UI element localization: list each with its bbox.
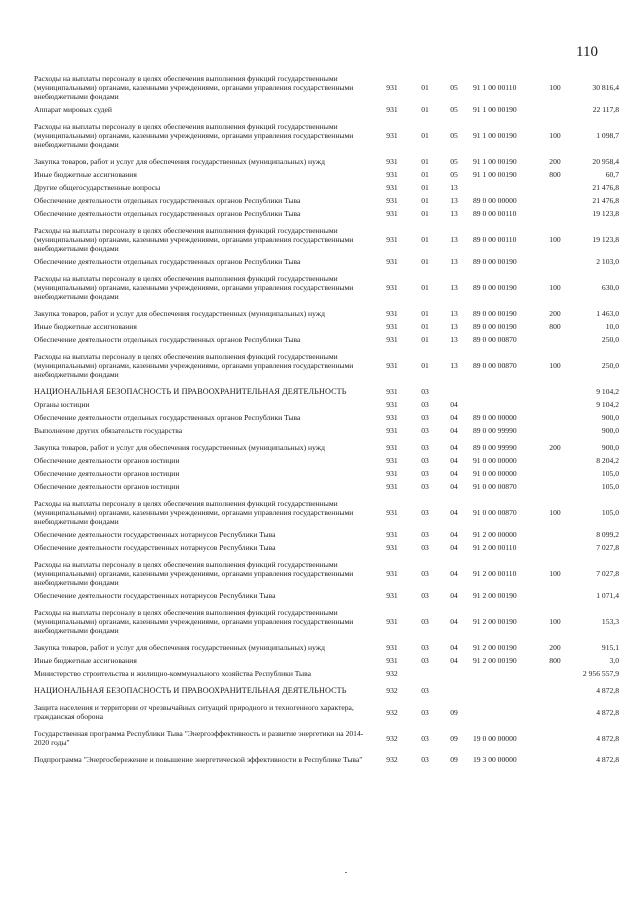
- row-article-code: 91 2 00 00190: [473, 643, 517, 652]
- row-amount: 1 463,0: [596, 309, 619, 318]
- row-expense-type: [539, 697, 571, 723]
- row-amount: 9 104,2: [596, 400, 619, 409]
- row-amount: 2 956 557,9: [582, 669, 619, 678]
- row-article-code: 91 1 00 00190: [473, 105, 517, 114]
- row-expense-type: 800: [549, 656, 561, 665]
- row-subsection-code: [439, 381, 469, 398]
- table-row: [34, 168, 619, 181]
- row-section-code: 01: [421, 335, 429, 344]
- row-name: Подпрограмма "Энергосбережение и повышение энергетической эффективности в Республике Тыва": [34, 755, 363, 764]
- row-amount: 7 027,8: [596, 543, 619, 552]
- row-article-code: 89 0 00 00190: [473, 322, 517, 331]
- row-subsection-code: 05: [450, 83, 458, 92]
- row-article-code: 89 0 00 00000: [473, 196, 517, 205]
- row-expense-type: 200: [549, 443, 561, 452]
- row-name: Расходы на выплаты персоналу в целях обеспечения выполнения функций государственными (муниципальными) органами, казенными учреждениями, органами управления государственными внебюджетными фондами: [34, 499, 354, 526]
- row-article-code: [469, 398, 539, 411]
- row-section-code: 01: [421, 170, 429, 179]
- row-name: Расходы на выплаты персоналу в целях обеспечения выполнения функций государственными (муниципальными) органами, казенными учреждениями, органами управления государственными внебюджетными фондами: [34, 122, 354, 149]
- row-dept-code: 931: [386, 443, 398, 452]
- row-article-code: 91 0 00 00870: [473, 482, 517, 491]
- row-article-code: 89 0 00 00110: [473, 235, 517, 244]
- row-subsection-code: 04: [450, 543, 458, 552]
- row-name: Обеспечение деятельности государственных нотариусов Республики Тыва: [34, 530, 276, 539]
- row-section-code: 03: [421, 426, 429, 435]
- row-amount: 2 103,0: [596, 257, 619, 266]
- row-expense-type: 200: [549, 643, 561, 652]
- row-dept-code: 931: [386, 643, 398, 652]
- section-header-row: [34, 680, 619, 697]
- row-dept-code: 931: [386, 400, 398, 409]
- row-name: Обеспечение деятельности органов юстиции: [34, 482, 180, 491]
- row-subsection-code: 04: [450, 469, 458, 478]
- row-article-code: 91 2 00 00190: [473, 656, 517, 665]
- row-article-code: 89 0 00 99990: [473, 443, 517, 452]
- row-expense-type: 100: [549, 617, 561, 626]
- row-expense-type: [539, 207, 571, 220]
- table-row: [34, 103, 619, 116]
- row-subsection-code: 09: [450, 755, 458, 764]
- row-section-code: 03: [421, 733, 429, 743]
- row-dept-code: 931: [386, 426, 398, 435]
- row-article-code: 89 0 00 00000: [473, 413, 517, 422]
- row-subsection-code: [439, 680, 469, 697]
- row-subsection-code: 04: [450, 656, 458, 665]
- row-name: Обеспечение деятельности отдельных государственных органов Республики Тыва: [34, 335, 301, 344]
- row-section-code: 01: [421, 83, 429, 92]
- row-section-code: 01: [421, 309, 429, 318]
- row-article-code: 91 1 00 00190: [473, 170, 517, 179]
- row-name: Обеспечение деятельности государственных нотариусов Республики Тыва: [34, 591, 276, 600]
- table-row: [34, 454, 619, 467]
- row-dept-code: 932: [386, 669, 398, 678]
- row-dept-code: 931: [386, 469, 398, 478]
- row-amount: 30 816,4: [592, 83, 619, 92]
- row-name: Другие общегосударственные вопросы: [34, 183, 161, 192]
- row-dept-code: 932: [386, 707, 398, 717]
- row-dept-code: 931: [386, 322, 398, 331]
- row-name: Выполнение других обязательств государства: [34, 426, 183, 435]
- row-article-code: 89 0 00 00190: [473, 283, 517, 292]
- row-amount: 8 099,2: [596, 530, 619, 539]
- row-amount: 3,0: [609, 656, 619, 665]
- row-dept-code: 931: [386, 209, 398, 218]
- row-section-code: 03: [421, 543, 429, 552]
- row-section-code: 01: [421, 196, 429, 205]
- section-header-row: [34, 381, 619, 398]
- row-name: Органы юстиции: [34, 400, 90, 409]
- row-name: Расходы на выплаты персоналу в целях обеспечения выполнения функций государственными (муниципальными) органами, казенными учреждениями, органами управления государственными внебюджетными фондами: [34, 352, 354, 379]
- row-name: Защита населения и территории от чрезвычайных ситуаций природного и техногенного характера, гражданская оборона: [34, 703, 354, 721]
- table-row: [34, 654, 619, 667]
- row-amount: 1 098,7: [596, 131, 619, 140]
- budget-table-body: [34, 68, 619, 766]
- row-subsection-code: 04: [450, 426, 458, 435]
- row-section-code: 03: [421, 686, 429, 695]
- row-name: Обеспечение деятельности отдельных государственных органов Республики Тыва: [34, 196, 301, 205]
- row-amount: 8 204,2: [596, 456, 619, 465]
- row-name: Аппарат мировых судей: [34, 105, 112, 114]
- row-name: Обеспечение деятельности органов юстиции: [34, 469, 180, 478]
- row-name: Расходы на выплаты персоналу в целях обеспечения выполнения функций государственными (муниципальными) органами, казенными учреждениями, органами управления государственными внебюджетными фондами: [34, 74, 354, 101]
- row-article-code: [469, 680, 539, 697]
- row-article-code: 91 2 00 00110: [473, 569, 517, 578]
- row-article-code: 89 0 00 00870: [473, 361, 517, 370]
- table-row: [34, 667, 619, 680]
- table-row: [34, 697, 619, 723]
- row-subsection-code: 04: [450, 456, 458, 465]
- row-subsection-code: 04: [450, 482, 458, 491]
- row-expense-type: [539, 398, 571, 411]
- row-subsection-code: 04: [450, 443, 458, 452]
- row-name: Обеспечение деятельности органов юстиции: [34, 456, 180, 465]
- table-row: [34, 541, 619, 554]
- table-row: [34, 749, 619, 766]
- table-row: [34, 467, 619, 480]
- row-section-code: 01: [421, 283, 429, 292]
- table-row: [34, 437, 619, 454]
- row-dept-code: 931: [386, 591, 398, 600]
- row-section-code: 01: [421, 105, 429, 114]
- row-amount: 10,0: [605, 322, 619, 331]
- row-article-code: 89 0 00 00110: [473, 209, 517, 218]
- row-amount: 900,0: [601, 413, 619, 422]
- row-expense-type: [539, 255, 571, 268]
- page-number: 110: [576, 44, 598, 60]
- row-subsection-code: 13: [450, 361, 458, 370]
- row-article-code: 91 2 00 00190: [473, 617, 517, 626]
- row-name: Иные бюджетные ассигнования: [34, 656, 137, 665]
- row-dept-code: 931: [386, 413, 398, 422]
- row-name: Обеспечение деятельности отдельных государственных органов Республики Тыва: [34, 413, 301, 422]
- row-name: Иные бюджетные ассигнования: [34, 170, 137, 179]
- table-row: [34, 320, 619, 333]
- row-subsection-code: 13: [450, 196, 458, 205]
- row-article-code: 19 3 00 00000: [473, 755, 517, 764]
- row-name: Обеспечение деятельности отдельных государственных органов Республики Тыва: [34, 257, 301, 266]
- row-dept-code: 931: [386, 335, 398, 344]
- row-dept-code: 931: [386, 543, 398, 552]
- row-dept-code: 931: [386, 508, 398, 517]
- row-expense-type: [539, 480, 571, 493]
- row-article-code: 89 0 00 00190: [473, 257, 517, 266]
- row-article-code: 91 1 00 00110: [473, 83, 517, 92]
- row-subsection-code: 04: [450, 617, 458, 626]
- row-amount: 21 476,8: [592, 183, 619, 192]
- row-section-code: 03: [421, 508, 429, 517]
- row-subsection-code: [439, 667, 469, 680]
- row-expense-type: [539, 667, 571, 680]
- row-expense-type: 100: [549, 83, 561, 92]
- budget-table: [34, 68, 619, 766]
- table-row: [34, 194, 619, 207]
- row-section-code: 03: [421, 387, 429, 396]
- row-name: Закупка товаров, работ и услуг для обеспечения государственных (муниципальных) нужд: [34, 157, 325, 166]
- row-article-code: 89 0 00 00870: [473, 335, 517, 344]
- scan-mark: [345, 872, 347, 873]
- row-section-code: 03: [421, 443, 429, 452]
- row-amount: 19 123,8: [592, 235, 619, 244]
- row-amount: 9 104,2: [596, 387, 619, 396]
- row-article-code: 89 0 00 00190: [473, 309, 517, 318]
- row-subsection-code: 04: [450, 591, 458, 600]
- row-dept-code: 931: [386, 309, 398, 318]
- table-row: [34, 398, 619, 411]
- row-subsection-code: 13: [450, 283, 458, 292]
- table-row: [34, 68, 619, 103]
- table-row: [34, 411, 619, 424]
- table-row: [34, 480, 619, 493]
- row-expense-type: 100: [549, 235, 561, 244]
- table-row: [34, 151, 619, 168]
- row-expense-type: [539, 528, 571, 541]
- row-section-code: 03: [421, 482, 429, 491]
- row-section-code: 03: [421, 591, 429, 600]
- row-article-code: 91 2 00 00190: [473, 591, 517, 600]
- row-section-code: 01: [421, 257, 429, 266]
- row-section-code: 03: [421, 569, 429, 578]
- row-section-code: 01: [421, 235, 429, 244]
- row-name: Закупка товаров, работ и услуг для обеспечения государственных (муниципальных) нужд: [34, 443, 325, 452]
- row-amount: 900,0: [601, 443, 619, 452]
- table-row: [34, 554, 619, 589]
- row-dept-code: 931: [386, 170, 398, 179]
- row-subsection-code: 13: [450, 209, 458, 218]
- row-subsection-code: 13: [450, 322, 458, 331]
- row-name: Закупка товаров, работ и услуг для обеспечения государственных (муниципальных) нужд: [34, 643, 325, 652]
- row-section-code: 01: [421, 157, 429, 166]
- row-article-code: 91 2 00 00110: [473, 543, 517, 552]
- row-subsection-code: 05: [450, 105, 458, 114]
- row-amount: 22 117,8: [592, 105, 619, 114]
- row-name: Расходы на выплаты персоналу в целях обеспечения выполнения функций государственными (муниципальными) органами, казенными учреждениями, органами управления государственными внебюджетными фондами: [34, 608, 354, 635]
- row-article-code: 89 0 00 99990: [473, 426, 517, 435]
- row-subsection-code: 13: [450, 257, 458, 266]
- row-expense-type: [539, 424, 571, 437]
- row-section-code: 01: [421, 131, 429, 140]
- row-subsection-code: 09: [450, 707, 458, 717]
- row-amount: 4 872,8: [596, 755, 619, 764]
- row-subsection-code: 13: [450, 235, 458, 244]
- row-amount: 630,0: [601, 283, 619, 292]
- row-expense-type: 100: [549, 569, 561, 578]
- row-expense-type: [539, 194, 571, 207]
- row-expense-type: [539, 103, 571, 116]
- row-name: Расходы на выплаты персоналу в целях обеспечения выполнения функций государственными (муниципальными) органами, казенными учреждениями, органами управления государственными внебюджетными фондами: [34, 226, 354, 253]
- row-expense-type: [539, 749, 571, 766]
- row-section-code: 03: [421, 707, 429, 717]
- row-expense-type: [539, 467, 571, 480]
- row-subsection-code: 04: [450, 530, 458, 539]
- row-name: НАЦИОНАЛЬНАЯ БЕЗОПАСНОСТЬ И ПРАВООХРАНИТЕЛЬНАЯ ДЕЯТЕЛЬНОСТЬ: [34, 686, 347, 695]
- row-section-code: 03: [421, 643, 429, 652]
- row-subsection-code: 09: [450, 733, 458, 743]
- row-subsection-code: 13: [450, 309, 458, 318]
- row-subsection-code: 04: [450, 413, 458, 422]
- row-section-code: 01: [421, 209, 429, 218]
- row-amount: 900,0: [601, 426, 619, 435]
- row-dept-code: 931: [386, 283, 398, 292]
- row-dept-code: 931: [386, 83, 398, 92]
- table-row: [34, 528, 619, 541]
- table-row: [34, 637, 619, 654]
- table-row: [34, 303, 619, 320]
- row-name: Обеспечение деятельности государственных нотариусов Республики Тыва: [34, 543, 276, 552]
- row-name: Закупка товаров, работ и услуг для обеспечения государственных (муниципальных) нужд: [34, 309, 325, 318]
- row-dept-code: 931: [386, 235, 398, 244]
- row-amount: 915,1: [601, 643, 619, 652]
- table-row: [34, 723, 619, 749]
- row-dept-code: 931: [386, 183, 398, 192]
- table-row: [34, 268, 619, 303]
- row-section-code: 01: [421, 361, 429, 370]
- row-article-code: [469, 181, 539, 194]
- row-dept-code: 932: [386, 755, 398, 764]
- row-expense-type: [539, 333, 571, 346]
- table-row: [34, 116, 619, 151]
- row-expense-type: 100: [549, 361, 561, 370]
- table-row: [34, 602, 619, 637]
- row-dept-code: 931: [386, 482, 398, 491]
- row-expense-type: 100: [549, 508, 561, 517]
- table-row: [34, 207, 619, 220]
- table-row: [34, 424, 619, 437]
- row-amount: 105,0: [601, 482, 619, 491]
- table-row: [34, 255, 619, 268]
- row-section-code: [411, 667, 439, 680]
- row-expense-type: 200: [549, 157, 561, 166]
- row-dept-code: 931: [386, 196, 398, 205]
- row-section-code: 03: [421, 656, 429, 665]
- row-dept-code: 931: [386, 456, 398, 465]
- row-name: Расходы на выплаты персоналу в целях обеспечения выполнения функций государственными (муниципальными) органами, казенными учреждениями, органами управления государственными внебюджетными фондами: [34, 560, 354, 587]
- row-expense-type: [539, 454, 571, 467]
- row-amount: 4 872,8: [596, 733, 619, 743]
- row-subsection-code: 04: [450, 643, 458, 652]
- row-amount: 20 958,4: [592, 157, 619, 166]
- row-subsection-code: 13: [450, 183, 458, 192]
- row-amount: 4 872,8: [596, 707, 619, 717]
- row-amount: 153,3: [601, 617, 619, 626]
- row-amount: 105,0: [601, 508, 619, 517]
- row-section-code: 03: [421, 456, 429, 465]
- row-name: Государственная программа Республики Тыва "Энергоэффективность и развитие энергетики на 2014-2020 годы": [34, 729, 364, 747]
- row-article-code: 19 0 00 00000: [473, 733, 517, 743]
- row-section-code: 03: [421, 413, 429, 422]
- row-section-code: 03: [421, 469, 429, 478]
- row-name: Иные бюджетные ассигнования: [34, 322, 137, 331]
- row-expense-type: 800: [549, 322, 561, 331]
- row-dept-code: 931: [386, 530, 398, 539]
- row-amount: 21 476,8: [592, 196, 619, 205]
- row-subsection-code: 04: [450, 400, 458, 409]
- row-section-code: 03: [421, 400, 429, 409]
- row-dept-code: 931: [386, 656, 398, 665]
- row-article-code: 91 0 00 00000: [473, 469, 517, 478]
- row-dept-code: 931: [386, 569, 398, 578]
- row-section-code: 03: [421, 617, 429, 626]
- row-name: НАЦИОНАЛЬНАЯ БЕЗОПАСНОСТЬ И ПРАВООХРАНИТЕЛЬНАЯ ДЕЯТЕЛЬНОСТЬ: [34, 387, 347, 396]
- row-expense-type: 100: [549, 131, 561, 140]
- row-subsection-code: 05: [450, 170, 458, 179]
- row-article-code: 91 1 00 00190: [473, 131, 517, 140]
- table-row: [34, 333, 619, 346]
- row-section-code: 03: [421, 755, 429, 764]
- row-amount: 105,0: [601, 469, 619, 478]
- table-row: [34, 220, 619, 255]
- row-amount: 250,0: [601, 335, 619, 344]
- row-name: Министерство строительства и жилищно-коммунального хозяйства Республики Тыва: [34, 669, 312, 678]
- row-dept-code: 931: [386, 257, 398, 266]
- row-section-code: 03: [421, 530, 429, 539]
- table-row: [34, 589, 619, 602]
- row-subsection-code: 04: [450, 569, 458, 578]
- table-row: [34, 181, 619, 194]
- row-expense-type: [539, 680, 571, 697]
- row-amount: 4 872,8: [596, 686, 619, 695]
- row-expense-type: [539, 181, 571, 194]
- row-article-code: [469, 381, 539, 398]
- row-name: Обеспечение деятельности отдельных государственных органов Республики Тыва: [34, 209, 301, 218]
- row-dept-code: 931: [386, 387, 398, 396]
- row-dept-code: 931: [386, 157, 398, 166]
- row-dept-code: 932: [386, 733, 398, 743]
- row-expense-type: 200: [549, 309, 561, 318]
- row-section-code: 01: [421, 322, 429, 331]
- row-article-code: 91 0 00 00870: [473, 508, 517, 517]
- row-article-code: 91 2 00 00000: [473, 530, 517, 539]
- row-section-code: 01: [421, 183, 429, 192]
- row-article-code: [469, 667, 539, 680]
- row-article-code: 91 1 00 00190: [473, 157, 517, 166]
- row-expense-type: [539, 541, 571, 554]
- row-dept-code: 931: [386, 361, 398, 370]
- row-expense-type: 800: [549, 170, 561, 179]
- row-dept-code: 931: [386, 617, 398, 626]
- row-subsection-code: 05: [450, 157, 458, 166]
- row-dept-code: 931: [386, 131, 398, 140]
- row-amount: 250,0: [601, 361, 619, 370]
- row-subsection-code: 13: [450, 335, 458, 344]
- row-expense-type: [539, 381, 571, 398]
- row-expense-type: 100: [549, 283, 561, 292]
- row-article-code: [469, 697, 539, 723]
- row-subsection-code: 05: [450, 131, 458, 140]
- row-expense-type: [539, 723, 571, 749]
- row-amount: 7 027,8: [596, 569, 619, 578]
- row-dept-code: 931: [386, 105, 398, 114]
- row-amount: 1 071,4: [596, 591, 619, 600]
- row-name: Расходы на выплаты персоналу в целях обеспечения выполнения функций государственными (муниципальными) органами, казенными учреждениями, органами управления государственными внебюджетными фондами: [34, 274, 354, 301]
- row-dept-code: 932: [386, 686, 398, 695]
- table-row: [34, 346, 619, 381]
- row-subsection-code: 04: [450, 508, 458, 517]
- row-expense-type: [539, 411, 571, 424]
- row-expense-type: [539, 589, 571, 602]
- row-amount: 60,7: [605, 170, 619, 179]
- row-article-code: 91 0 00 00000: [473, 456, 517, 465]
- table-row: [34, 493, 619, 528]
- row-amount: 19 123,8: [592, 209, 619, 218]
